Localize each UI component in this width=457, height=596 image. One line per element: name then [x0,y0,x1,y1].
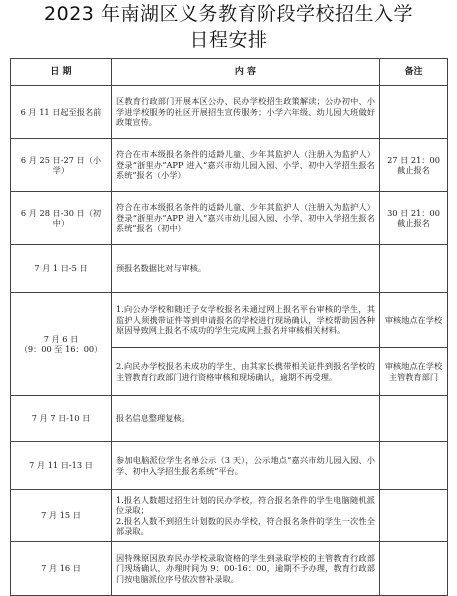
table-row [11,396,448,442]
row-content: 符合在市本级报名条件的适龄儿童、少年其监护人（注册入为监护人）登录“浙里办”APP 进入“嘉兴市幼儿园入园、小学、初中入学招生报名系统”报名（初中） [112,192,380,245]
row-date: 6 月 11 日起至报名前 [11,86,112,139]
row-note [380,542,448,596]
table-row [11,442,448,490]
row-note: 审核地点在学校主管教育部门 [380,348,448,396]
schedule-table [10,58,448,596]
header-content: 内 容 [112,59,380,86]
row-date: 6 月 28 日-30 日（初中） [11,192,112,245]
row-content: 1.报名人数超过招生计划的民办学校，符合报名条件的学生电脑随机派位录取； 2.报名人数不到招生计划数的民办学校，符合报名条件的学生一次性全部录取。 [112,490,380,542]
row-date: 7 月 7 日-10 日 [11,396,112,442]
table-row [11,192,448,245]
table-row [11,293,448,348]
row-content: 1.向公办学校和随迁子女学校报名未通过网上报名平台审核的学生，其监护人须携带证件等到申请报名的学校进行现场确认，学校帮助因各种原因导致网上报名不成功的学生完成网上报名并审核相关材料。 [112,293,380,348]
table-row [11,490,448,542]
row-content: 符合在市本级报名条件的适龄儿童、少年其监护人（注册入为监护人）登录“浙里办”APP 进入“嘉兴市幼儿园入园、小学、初中入学招生报名系统”报名（小学） [112,139,380,192]
row-content: 区教育行政部门开展本区公办、民办学校招生政策解读；公办初中、小学进学校服务的社区开展招生宣传服务；小学六年级、幼儿园大班做好政策宣传。 [112,86,380,139]
table-row [11,245,448,293]
table-row [11,86,448,139]
header-note: 备注 [380,59,448,86]
row-note [380,442,448,490]
row-content: 预报名数据比对与审核。 [112,245,380,293]
row-note [380,396,448,442]
row-content: 2.向民办学校报名未成功的学生，由其家长携带相关证件到报名学校的主管教育行政部门进行资格审核和现场确认，逾期不再受理。 [112,348,380,396]
row-date: 6 月 25 日-27 日（小学） [11,139,112,192]
page-title-line-2: 日程安排 [189,29,268,51]
row-date: 7 月 1 日-5 日 [11,245,112,293]
row-note: 30 日 21：00 截止报名 [380,192,448,245]
row-note: 审核地点在学校 [380,293,448,348]
row-content: 因特殊原因放弃民办学校录取资格的学生到录取学校的主管教育行政部门现场确认，办理时间为 9：00-16：00，逾期不予办理，教育行政部门按电脑派位序号依次替补录取。 [112,542,380,596]
row-note [380,245,448,293]
row-date: 7 月 16 日 [11,542,112,596]
table-row [11,542,448,596]
table-row [11,139,448,192]
row-date [11,293,112,396]
row-note: 27 日 21：00 截止报名 [380,139,448,192]
row-date-line-2: （9：00 至 16：00） [19,344,103,354]
table-header-row [11,59,448,86]
header-date: 日 期 [11,59,112,86]
row-note [380,490,448,542]
row-date: 7 月 15 日 [11,490,112,542]
row-content: 报名信息整理复核。 [112,396,380,442]
row-date-line-1: 7 月 6 日 [43,333,79,344]
row-content: 参加电脑派位学生名单公示（3 天），公示地点“嘉兴市幼儿园入园、小学、初中入学招生报名系统”平台。 [112,442,380,490]
row-date: 7 月 11 日-13 日 [11,442,112,490]
row-note [380,86,448,139]
page-title-line-1: 2023 年南湖区义务教育阶段学校招生入学 [44,3,413,25]
